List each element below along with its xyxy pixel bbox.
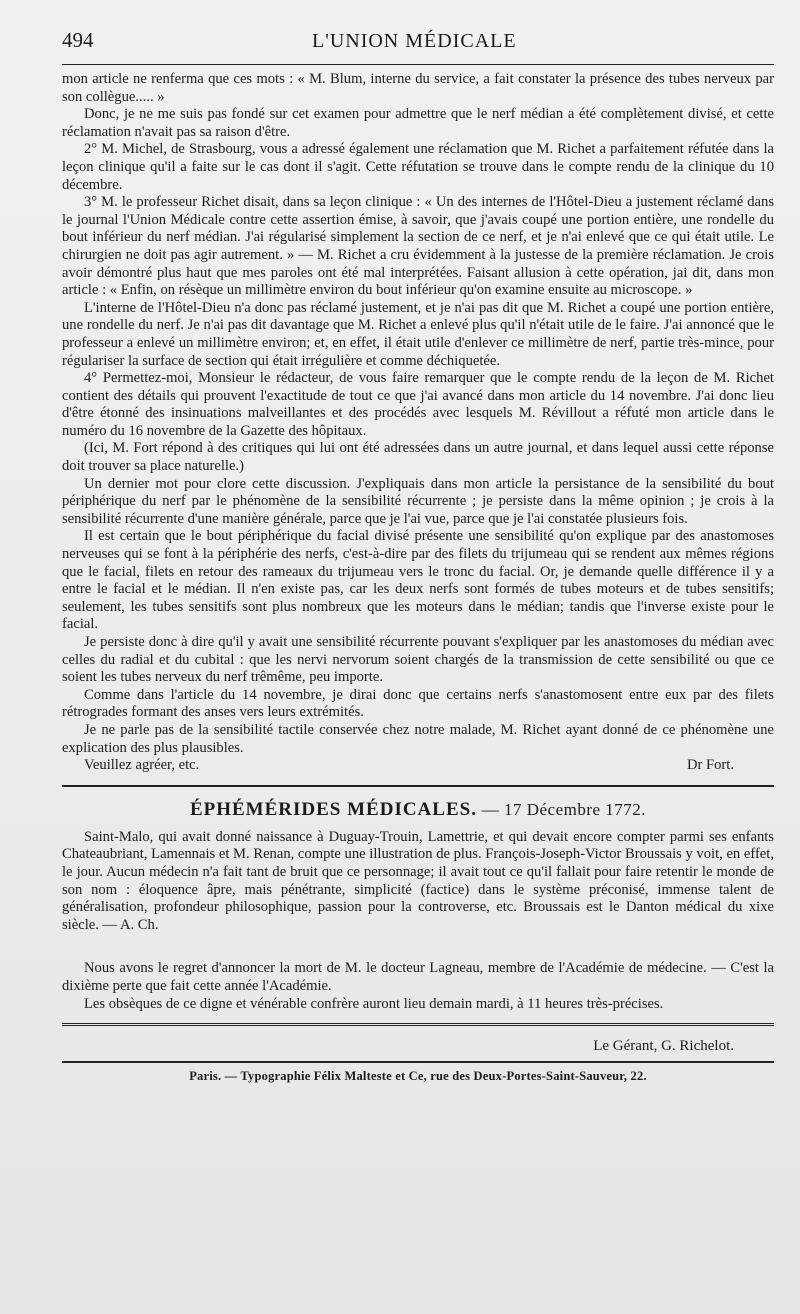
letter-closing: Veuillez agréer, etc. xyxy=(84,757,200,774)
letter-paragraph: L'interne de l'Hôtel-Dieu n'a donc pas réclamé justement, et je n'ai pas dit que M. Richet a coupé une portion entière, une rondelle du nerf. Je n'ai pas dit davantage que M. Richet a enlevé plus qu'il n'était utile de le faire. J'ai annoncé que le professeur a enlevé un millimètre environ; et, en effet, il était utile d'enlever ce millimètre de nerf, partie très-mince, pour régulariser la surface de section qui était irrégulière et comme déchiquetée. xyxy=(62,299,774,369)
letter-paragraph: Comme dans l'article du 14 novembre, je dirai donc que certains nerfs s'anastomosent entre eux par des filets rétrogrades formant des anses vers leurs extrémités. xyxy=(62,686,774,721)
notice-paragraph: Les obsèques de ce digne et vénérable confrère auront lieu demain mardi, à 11 heures très-précises. xyxy=(84,995,664,1012)
death-notice xyxy=(62,960,774,1013)
section-divider xyxy=(62,785,774,787)
letter-paragraph: mon article ne renferma que ces mots : « M. Blum, interne du service, a fait constater la présence des tubes nerveux par son collègue..... » xyxy=(62,71,774,105)
letter-paragraph: Un dernier mot pour clore cette discussion. J'expliquais dans mon article la persistance de la sensibilité du bout périphérique du nerf par le phénomène de la sensibilité récurrente ; je persiste dans la même opinion ; je crois à la sensibilité récurrente d'une manière générale, parce que je l'ai vue, parce que je l'ai constatée plusieurs fois. xyxy=(62,475,774,527)
letter-body xyxy=(62,71,774,775)
page-header xyxy=(62,28,774,65)
letter-paragraph: 4° Permettez-moi, Monsieur le rédacteur, de vous faire remarquer que le compte rendu de la leçon de M. Richet contient des détails qui prouvent l'exactitude de tout ce que j'ai avancé dans mon article du 14 novembre. J'ai donc lieu d'être étonné des insinuations malveillantes et des procédés avec lesquels M. Révillout a réfuté mon article dans le numéro du 16 novembre de la Gazette des hôpitaux. xyxy=(62,370,774,439)
letter-paragraph: Donc, je ne me suis pas fondé sur cet examen pour admettre que le nerf médian a été complètement divisé, et cette réclamation n'avait pas sa raison d'être. xyxy=(62,106,774,140)
footer-divider xyxy=(62,1023,774,1026)
ephemerides-date: — 17 Décembre 1772. xyxy=(481,799,647,819)
printer-imprint: Paris. — Typographie Félix Malteste et Ce, rue des Deux-Portes-Saint-Sauveur, 22. xyxy=(189,1069,647,1084)
letter-paragraph: Il est certain que le bout périphérique du facial divisé présente une sensibilité qu'on explique par des anastomoses nerveuses qui se font à la périphérie des nerfs, c'est-à-dire par des filets du trijumeau qui se rendent aux mêmes régions que le facial, filets en retour des rameaux du trijumeau vers le tronc du facial. Or, je demande quelle différence il y a entre le facial et le médian. Il n'en existe pas, car les deux nerfs sont formés de tubes moteurs et de tubes sensitifs; seulement, les tubes sensitifs sont plus nombreux que les moteurs dans le médian; tandis que l'inverse existe pour le facial. xyxy=(62,528,774,633)
page-number: 494 xyxy=(62,28,94,52)
letter-paragraph: Je ne parle pas de la sensibilité tactile conservée chez notre malade, M. Richet ayant donné de ce phénomène une explication des plus plausibles. xyxy=(62,721,774,756)
ephemerides-body xyxy=(62,829,774,935)
gerant-signature: Le Gérant, G. Richelot. xyxy=(593,1038,734,1055)
letter-paragraph: Je persiste donc à dire qu'il y avait une sensibilité récurrente pouvant s'expliquer par les anastomoses du médian avec celles du radial et du cubital : que les nervi nervorum soient chargés de la transmission de cette sensibilité ou que ce soient les tubes nerveux du nerf trêmême, peu importe. xyxy=(62,634,774,686)
ephemerides-paragraph: Saint-Malo, qui avait donné naissance à Duguay-Trouin, Lamettrie, et qui devait encore compter parmi ses enfants Chateaubriant, Lamennais et M. Renan, compte une illustration de plus. François-Joseph-Victor Broussais y voit, en effet, le jour. Aucun médecin n'a fait tant de bruit que ce personnage; il avait tout ce qu'il fallait pour faire retentir le monde de son nom : éloquence âpre, mais pénétrante, simplicité (factice) dans le système préconisé, immense talent de généralisation, profondeur philosophique, passion pour la controverse, etc. Broussais est le Danton médical du xixe siècle. — A. Ch. xyxy=(62,828,774,933)
ephemerides-title: ÉPHÉMÉRIDES MÉDICALES. xyxy=(189,798,477,820)
letter-paragraph: (Ici, M. Fort répond à des critiques qui lui ont été adressées dans un autre journal, et dans lequel aussi cette réponse doit trouver sa place naturelle.) xyxy=(62,440,774,475)
imprint-divider xyxy=(62,1061,774,1063)
ephemerides-heading xyxy=(62,799,774,821)
letter-signature: Dr Fort. xyxy=(686,757,734,774)
letter-paragraph: 2° M. Michel, de Strasbourg, vous a adressé également une réclamation que M. Richet a parfaitement réfutée dans la leçon clinique qu'il a faite sur le cas dont il s'agit. Cette réfutation se trouve dans le compte rendu de la clinique du 10 décembre. xyxy=(62,141,774,193)
letter-closing-line xyxy=(62,757,774,775)
letter-paragraph: 3° M. le professeur Richet disait, dans sa leçon clinique : « Un des internes de l'Hôtel-Dieu a justement réclamé dans le journal l'Union Médicale contre cette assertion émise, à savoir, que j'avais coupé une portion entière, une rondelle du bout inférieur du nerf médian. J'ai régularisé simplement la section de ce nerf, et je n'ai enlevé que ce qui était utile. Le chirurgien ne doit pas agir autrement. » — M. Richet a cru évidemment à la justesse de la première réclamation. Je crois avoir démontré plus haut que mes paroles ont été mal interprétées. Faisant allusion à cette opération, jai dit, dans mon article : « Enfin, on résèque un millimètre environ du bout inférieur qu'on examine ensuite au microscope. » xyxy=(62,194,774,299)
notice-paragraph: Nous avons le regret d'annoncer la mort de M. le docteur Lagneau, membre de l'Académie de médecine. — C'est la dixième perte que fait cette année l'Académie. xyxy=(62,960,774,994)
running-title: L'UNION MÉDICALE xyxy=(312,30,517,52)
